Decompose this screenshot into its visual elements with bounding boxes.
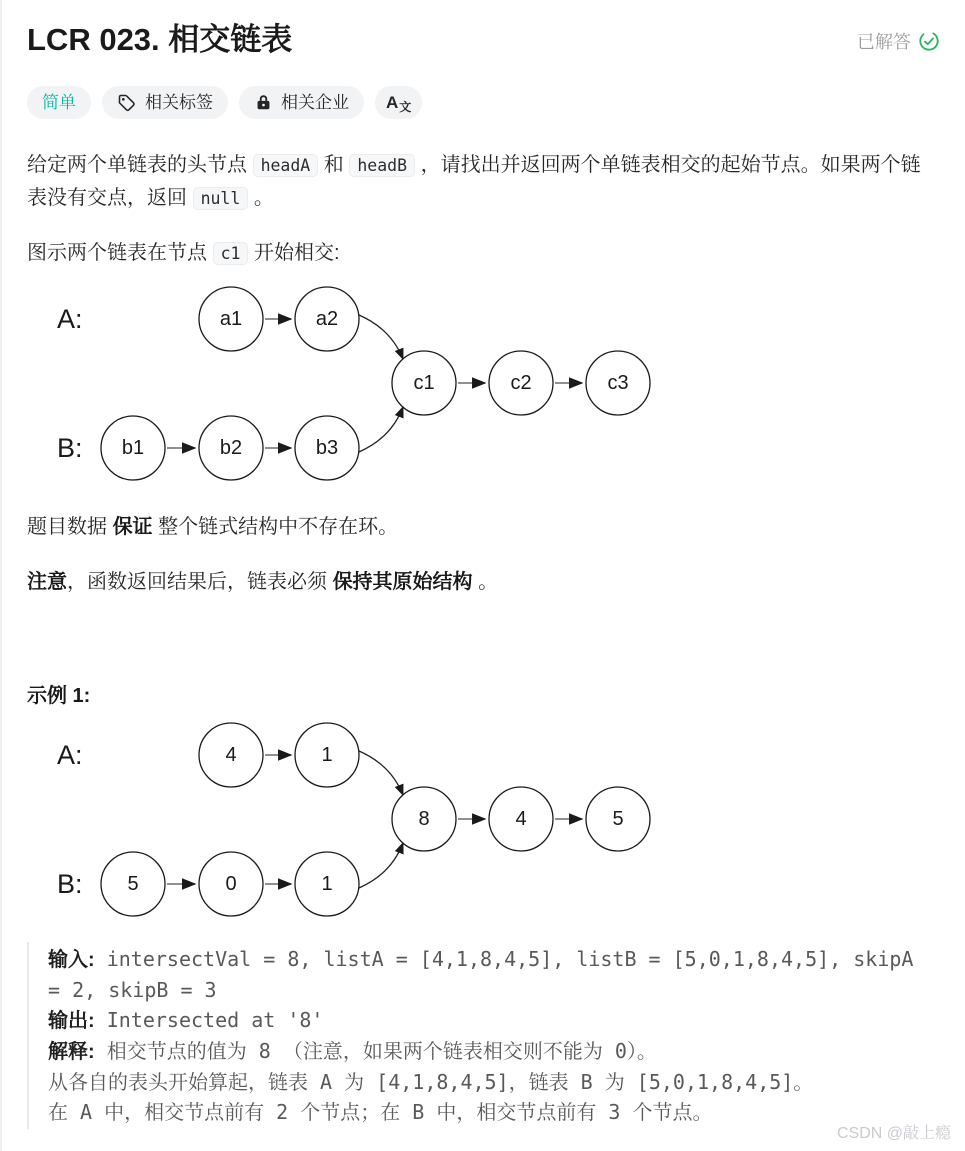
related-companies-button[interactable] — [239, 86, 364, 119]
example-io-line: 从各自的表头开始算起，链表 A 为 [4,1,8,4,5]，链表 B 为 [5,0,1,8,4,5]。 — [48, 1070, 814, 1094]
related-tags-label: 相关标签 — [145, 93, 213, 112]
problem-header — [27, 22, 940, 58]
svg-text:1: 1 — [321, 744, 333, 766]
guarantee-note: 题目数据 保证 整个链式结构中不存在环。 — [27, 516, 399, 538]
svg-text:B:: B: — [57, 869, 83, 899]
inline-code: headA — [253, 154, 319, 177]
language-toggle-button[interactable] — [375, 86, 422, 119]
solved-status-badge — [857, 28, 940, 54]
example-io-line: 解释: 相交节点的值为 8 （注意，如果两个链表相交则不能为 0）。 — [48, 1039, 657, 1063]
example-1-heading: 示例 1: — [27, 685, 91, 707]
svg-text:4: 4 — [225, 744, 237, 766]
svg-text:5: 5 — [127, 873, 139, 895]
svg-text:0: 0 — [225, 873, 237, 895]
svg-text:4: 4 — [515, 808, 527, 830]
linked-list-diagram-example-1 — [27, 720, 727, 930]
related-tags-button[interactable] — [102, 86, 228, 119]
diagram-caption: 图示两个链表在节点 c1 开始相交: — [27, 242, 340, 264]
inline-code: null — [193, 187, 249, 210]
difficulty-badge[interactable]: 简单 — [27, 86, 91, 119]
svg-text:8: 8 — [418, 808, 430, 830]
svg-text:c3: c3 — [607, 372, 629, 394]
example-io-block — [27, 942, 926, 1129]
example-io-line: 输出: Intersected at '8' — [48, 1008, 324, 1032]
svg-text:c2: c2 — [510, 372, 532, 394]
svg-text:b1: b1 — [121, 437, 145, 459]
svg-text:b3: b3 — [315, 437, 339, 459]
inline-code: headB — [349, 154, 415, 177]
svg-text:A:: A: — [57, 304, 83, 334]
solved-check-icon — [918, 30, 940, 52]
svg-text:a2: a2 — [315, 308, 339, 330]
svg-text:1: 1 — [321, 873, 333, 895]
svg-text:c1: c1 — [413, 372, 435, 394]
problem-statement: 给定两个单链表的头节点 headA 和 headB ，请找出并返回两个单链表相交的起始节点。如果两个链表没有交点，返回 null 。 — [27, 154, 921, 209]
svg-text:a1: a1 — [219, 308, 243, 330]
language-toggle-icon: A文 — [386, 93, 412, 114]
structure-note: 注意，函数返回结果后，链表必须 保持其原始结构 。 — [27, 571, 499, 593]
linked-list-diagram-generic — [27, 284, 727, 494]
tag-row — [27, 86, 940, 119]
page-title: LCR 023. 相交链表 — [27, 22, 293, 57]
solved-label: 已解答 — [857, 32, 911, 52]
svg-text:5: 5 — [612, 808, 624, 830]
svg-text:A:: A: — [57, 740, 83, 770]
tag-icon — [117, 93, 137, 113]
svg-text:B:: B: — [57, 433, 83, 463]
example-io-line: 输入: intersectVal = 8, listA = [4,1,8,4,5], listB = [5,0,1,8,4,5], skipA = 2, skipB = 3 — [48, 947, 926, 1002]
lock-icon — [254, 93, 273, 112]
svg-text:b2: b2 — [219, 437, 243, 459]
watermark: CSDN @敲上瘾 — [836, 1125, 951, 1142]
example-io-line: 在 A 中，相交节点前有 2 个节点；在 B 中，相交节点前有 3 个节点。 — [48, 1100, 713, 1124]
related-companies-label: 相关企业 — [281, 93, 349, 112]
inline-code: c1 — [213, 242, 249, 265]
